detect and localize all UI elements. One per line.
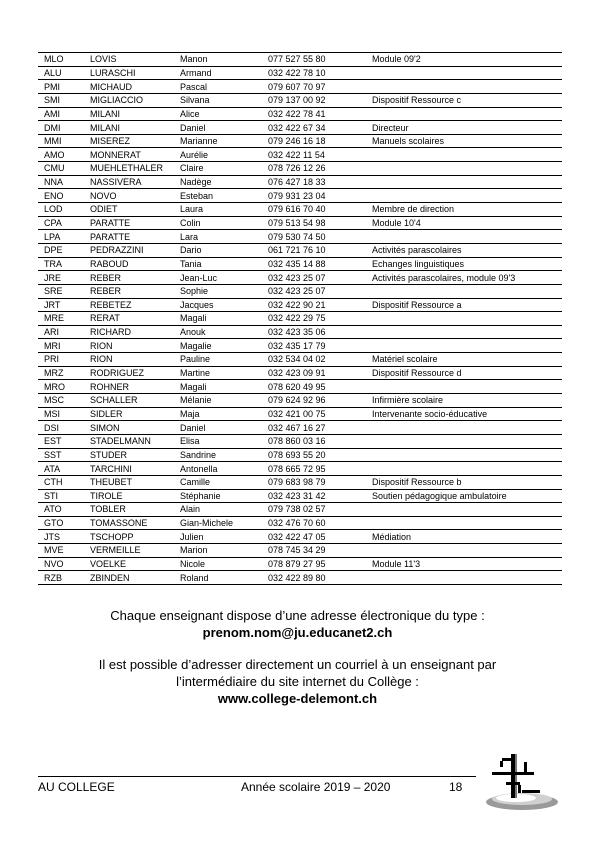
staff-first-name: Magalie [174, 339, 262, 353]
staff-row [38, 175, 562, 189]
staff-row [38, 80, 562, 94]
staff-role [366, 571, 562, 585]
staff-last-name: RION [84, 339, 174, 353]
staff-last-name: MILANI [84, 121, 174, 135]
staff-first-name: Sophie [174, 284, 262, 298]
staff-row [38, 271, 562, 285]
staff-first-name: Colin [174, 216, 262, 230]
staff-row [38, 530, 562, 544]
staff-last-name: MONNERAT [84, 148, 174, 162]
staff-row [38, 448, 562, 462]
staff-row [38, 216, 562, 230]
staff-first-name: Dario [174, 243, 262, 257]
staff-first-name: Magali [174, 380, 262, 394]
staff-role [366, 66, 562, 80]
staff-last-name: MUEHLETHALER [84, 162, 174, 176]
staff-first-name: Camille [174, 475, 262, 489]
staff-first-name: Lara [174, 230, 262, 244]
staff-first-name: Gian-Michele [174, 516, 262, 530]
staff-role [366, 380, 562, 394]
staff-role [366, 516, 562, 530]
staff-phone: 032 423 25 07 [262, 271, 366, 285]
staff-code: PMI [38, 80, 84, 94]
staff-row [38, 380, 562, 394]
staff-first-name: Pauline [174, 353, 262, 367]
staff-last-name: PARATTE [84, 216, 174, 230]
staff-code: SST [38, 448, 84, 462]
staff-code: DSI [38, 421, 84, 435]
staff-last-name: PARATTE [84, 230, 174, 244]
staff-code: DMI [38, 121, 84, 135]
staff-code: CPA [38, 216, 84, 230]
staff-code: CMU [38, 162, 84, 176]
staff-role [366, 503, 562, 517]
staff-role [366, 312, 562, 326]
staff-code: LPA [38, 230, 84, 244]
staff-first-name: Silvana [174, 93, 262, 107]
staff-row [38, 339, 562, 353]
staff-first-name: Elisa [174, 434, 262, 448]
staff-role [366, 162, 562, 176]
staff-first-name: Magali [174, 312, 262, 326]
staff-last-name: SIMON [84, 421, 174, 435]
footer-school-year: Année scolaire 2019 – 2020 [241, 780, 391, 794]
staff-code: ATA [38, 462, 84, 476]
staff-code: MSI [38, 407, 84, 421]
college-logo-icon [482, 752, 558, 814]
staff-phone: 032 435 17 79 [262, 339, 366, 353]
footer-divider [38, 776, 476, 777]
staff-row [38, 421, 562, 435]
staff-phone: 032 467 16 27 [262, 421, 366, 435]
staff-role [366, 80, 562, 94]
staff-last-name: TOMASSONE [84, 516, 174, 530]
staff-first-name: Sandrine [174, 448, 262, 462]
staff-last-name: NOVO [84, 189, 174, 203]
staff-code: SRE [38, 284, 84, 298]
staff-phone: 079 513 54 98 [262, 216, 366, 230]
staff-role [366, 462, 562, 476]
staff-role: Soutien pédagogique ambulatoire [366, 489, 562, 503]
staff-first-name: Stéphanie [174, 489, 262, 503]
staff-last-name: RERAT [84, 312, 174, 326]
staff-code: RZB [38, 571, 84, 585]
staff-first-name: Anouk [174, 325, 262, 339]
staff-phone: 078 620 49 95 [262, 380, 366, 394]
staff-phone: 078 693 55 20 [262, 448, 366, 462]
staff-first-name: Laura [174, 203, 262, 217]
staff-first-name: Alain [174, 503, 262, 517]
staff-last-name: RODRIGUEZ [84, 366, 174, 380]
staff-first-name: Marion [174, 544, 262, 558]
staff-last-name: VOELKE [84, 557, 174, 571]
staff-row [38, 134, 562, 148]
staff-code: ARI [38, 325, 84, 339]
staff-code: MRI [38, 339, 84, 353]
staff-code: TRA [38, 257, 84, 271]
staff-row [38, 475, 562, 489]
staff-phone: 079 931 23 04 [262, 189, 366, 203]
staff-phone: 078 860 03 16 [262, 434, 366, 448]
staff-row [38, 434, 562, 448]
staff-phone: 032 422 47 05 [262, 530, 366, 544]
staff-first-name: Manon [174, 53, 262, 67]
staff-row [38, 516, 562, 530]
staff-first-name: Esteban [174, 189, 262, 203]
staff-role: Membre de direction [366, 203, 562, 217]
staff-role: Module 09'2 [366, 53, 562, 67]
staff-phone: 078 879 27 95 [262, 557, 366, 571]
staff-role: Activités parascolaires [366, 243, 562, 257]
staff-row [38, 353, 562, 367]
staff-phone: 078 726 12 26 [262, 162, 366, 176]
staff-phone: 032 423 35 06 [262, 325, 366, 339]
email-info-text: Chaque enseignant dispose d’une adresse électronique du type : [110, 608, 485, 623]
staff-phone: 032 422 90 21 [262, 298, 366, 312]
staff-first-name: Roland [174, 571, 262, 585]
staff-role: Dispositif Ressource c [366, 93, 562, 107]
staff-row [38, 407, 562, 421]
staff-last-name: TOBLER [84, 503, 174, 517]
staff-row [38, 544, 562, 558]
staff-phone: 079 624 92 96 [262, 394, 366, 408]
staff-phone: 079 246 16 18 [262, 134, 366, 148]
staff-row [38, 66, 562, 80]
staff-row [38, 230, 562, 244]
staff-row [38, 462, 562, 476]
staff-last-name: VERMEILLE [84, 544, 174, 558]
staff-row [38, 243, 562, 257]
staff-first-name: Nadège [174, 175, 262, 189]
staff-last-name: PEDRAZZINI [84, 243, 174, 257]
staff-row [38, 557, 562, 571]
staff-code: JRT [38, 298, 84, 312]
staff-first-name: Maja [174, 407, 262, 421]
staff-code: MSC [38, 394, 84, 408]
website-link[interactable]: www.college-delemont.ch [217, 691, 378, 706]
staff-role: Manuels scolaires [366, 134, 562, 148]
staff-role: Dispositif Ressource d [366, 366, 562, 380]
staff-row [38, 257, 562, 271]
staff-last-name: ODIET [84, 203, 174, 217]
staff-code: GTO [38, 516, 84, 530]
staff-phone: 079 738 02 57 [262, 503, 366, 517]
staff-first-name: Martine [174, 366, 262, 380]
staff-phone: 079 683 98 79 [262, 475, 366, 489]
staff-role: Module 11'3 [366, 557, 562, 571]
staff-first-name: Nicole [174, 557, 262, 571]
staff-first-name: Antonella [174, 462, 262, 476]
staff-phone: 076 427 18 33 [262, 175, 366, 189]
staff-row [38, 107, 562, 121]
staff-code: ATO [38, 503, 84, 517]
staff-last-name: LOVIS [84, 53, 174, 67]
staff-code: MVE [38, 544, 84, 558]
staff-role: Intervenante socio-éducative [366, 407, 562, 421]
email-pattern: prenom.nom@ju.educanet2.ch [202, 625, 393, 640]
staff-code: ALU [38, 66, 84, 80]
staff-last-name: REBER [84, 271, 174, 285]
staff-first-name: Alice [174, 107, 262, 121]
staff-code: JRE [38, 271, 84, 285]
staff-last-name: RION [84, 353, 174, 367]
staff-role [366, 325, 562, 339]
staff-last-name: RABOUD [84, 257, 174, 271]
staff-row [38, 148, 562, 162]
staff-phone: 078 665 72 95 [262, 462, 366, 476]
staff-first-name: Daniel [174, 421, 262, 435]
staff-row [38, 571, 562, 585]
staff-role: Dispositif Ressource a [366, 298, 562, 312]
staff-last-name: MILANI [84, 107, 174, 121]
staff-row [38, 503, 562, 517]
staff-row [38, 298, 562, 312]
staff-code: STI [38, 489, 84, 503]
staff-last-name: MISEREZ [84, 134, 174, 148]
contact-info-line-1: Il est possible d’adresser directement un courriel à un enseignant par [98, 657, 497, 672]
staff-role: Activités parascolaires, module 09'3 [366, 271, 562, 285]
staff-code: MRZ [38, 366, 84, 380]
staff-role: Infirmière scolaire [366, 394, 562, 408]
staff-code: SMI [38, 93, 84, 107]
staff-table [38, 52, 562, 585]
staff-phone: 032 422 89 80 [262, 571, 366, 585]
staff-code: AMO [38, 148, 84, 162]
staff-last-name: TARCHINI [84, 462, 174, 476]
staff-code: MRO [38, 380, 84, 394]
staff-phone: 079 616 70 40 [262, 203, 366, 217]
staff-last-name: ROHNER [84, 380, 174, 394]
staff-phone: 032 423 25 07 [262, 284, 366, 298]
staff-row [38, 312, 562, 326]
staff-role [366, 339, 562, 353]
staff-first-name: Mélanie [174, 394, 262, 408]
staff-role [366, 448, 562, 462]
staff-phone: 032 422 78 10 [262, 66, 366, 80]
staff-row [38, 203, 562, 217]
staff-row [38, 162, 562, 176]
staff-code: DPE [38, 243, 84, 257]
staff-phone: 079 607 70 97 [262, 80, 366, 94]
staff-last-name: MICHAUD [84, 80, 174, 94]
staff-code: NVO [38, 557, 84, 571]
staff-code: MLO [38, 53, 84, 67]
staff-role [366, 434, 562, 448]
staff-code: MMI [38, 134, 84, 148]
staff-phone: 077 527 55 80 [262, 53, 366, 67]
staff-phone: 032 423 09 91 [262, 366, 366, 380]
staff-code: NNA [38, 175, 84, 189]
staff-row [38, 325, 562, 339]
staff-first-name: Claire [174, 162, 262, 176]
staff-phone: 032 422 67 34 [262, 121, 366, 135]
staff-phone: 079 530 74 50 [262, 230, 366, 244]
staff-phone: 032 435 14 88 [262, 257, 366, 271]
staff-phone: 061 721 76 10 [262, 243, 366, 257]
staff-first-name: Jean-Luc [174, 271, 262, 285]
staff-first-name: Marianne [174, 134, 262, 148]
staff-first-name: Tania [174, 257, 262, 271]
staff-last-name: REBETEZ [84, 298, 174, 312]
staff-role [366, 421, 562, 435]
staff-row [38, 394, 562, 408]
staff-role [366, 544, 562, 558]
staff-role: Médiation [366, 530, 562, 544]
staff-role: Module 10'4 [366, 216, 562, 230]
staff-last-name: NASSIVERA [84, 175, 174, 189]
staff-role [366, 189, 562, 203]
staff-row [38, 53, 562, 67]
staff-phone: 032 421 00 75 [262, 407, 366, 421]
staff-role: Directeur [366, 121, 562, 135]
staff-last-name: LURASCHI [84, 66, 174, 80]
staff-first-name: Pascal [174, 80, 262, 94]
staff-role: Echanges linguistiques [366, 257, 562, 271]
staff-code: MRE [38, 312, 84, 326]
staff-row [38, 489, 562, 503]
staff-row [38, 121, 562, 135]
staff-first-name: Julien [174, 530, 262, 544]
staff-phone: 032 422 11 54 [262, 148, 366, 162]
staff-table-body [38, 53, 562, 585]
staff-last-name: SIDLER [84, 407, 174, 421]
staff-code: EST [38, 434, 84, 448]
staff-role [366, 148, 562, 162]
staff-first-name: Aurélie [174, 148, 262, 162]
staff-first-name: Jacques [174, 298, 262, 312]
staff-row [38, 189, 562, 203]
staff-phone: 032 534 04 02 [262, 353, 366, 367]
staff-role: Matériel scolaire [366, 353, 562, 367]
staff-role [366, 284, 562, 298]
staff-last-name: SCHALLER [84, 394, 174, 408]
staff-row [38, 366, 562, 380]
staff-role [366, 175, 562, 189]
staff-last-name: TIROLE [84, 489, 174, 503]
staff-phone: 079 137 00 92 [262, 93, 366, 107]
staff-last-name: MIGLIACCIO [84, 93, 174, 107]
staff-role: Dispositif Ressource b [366, 475, 562, 489]
staff-last-name: THEUBET [84, 475, 174, 489]
staff-last-name: RICHARD [84, 325, 174, 339]
contact-info-line-2: l’intermédiaire du site internet du Collège : [176, 674, 419, 689]
staff-code: LOD [38, 203, 84, 217]
staff-phone: 032 422 29 75 [262, 312, 366, 326]
staff-first-name: Daniel [174, 121, 262, 135]
staff-code: CTH [38, 475, 84, 489]
staff-phone: 078 745 34 29 [262, 544, 366, 558]
staff-first-name: Armand [174, 66, 262, 80]
page-number: 18 [449, 780, 463, 794]
staff-last-name: ZBINDEN [84, 571, 174, 585]
staff-last-name: STUDER [84, 448, 174, 462]
staff-last-name: TSCHOPP [84, 530, 174, 544]
staff-code: ENO [38, 189, 84, 203]
staff-role [366, 230, 562, 244]
staff-role [366, 107, 562, 121]
staff-code: AMI [38, 107, 84, 121]
staff-row [38, 284, 562, 298]
staff-row [38, 93, 562, 107]
staff-last-name: STADELMANN [84, 434, 174, 448]
footer-section-label: AU COLLEGE [38, 780, 115, 794]
staff-code: PRI [38, 353, 84, 367]
staff-code: JTS [38, 530, 84, 544]
staff-last-name: REBER [84, 284, 174, 298]
staff-phone: 032 422 78 41 [262, 107, 366, 121]
staff-phone: 032 476 70 60 [262, 516, 366, 530]
staff-phone: 032 423 31 42 [262, 489, 366, 503]
